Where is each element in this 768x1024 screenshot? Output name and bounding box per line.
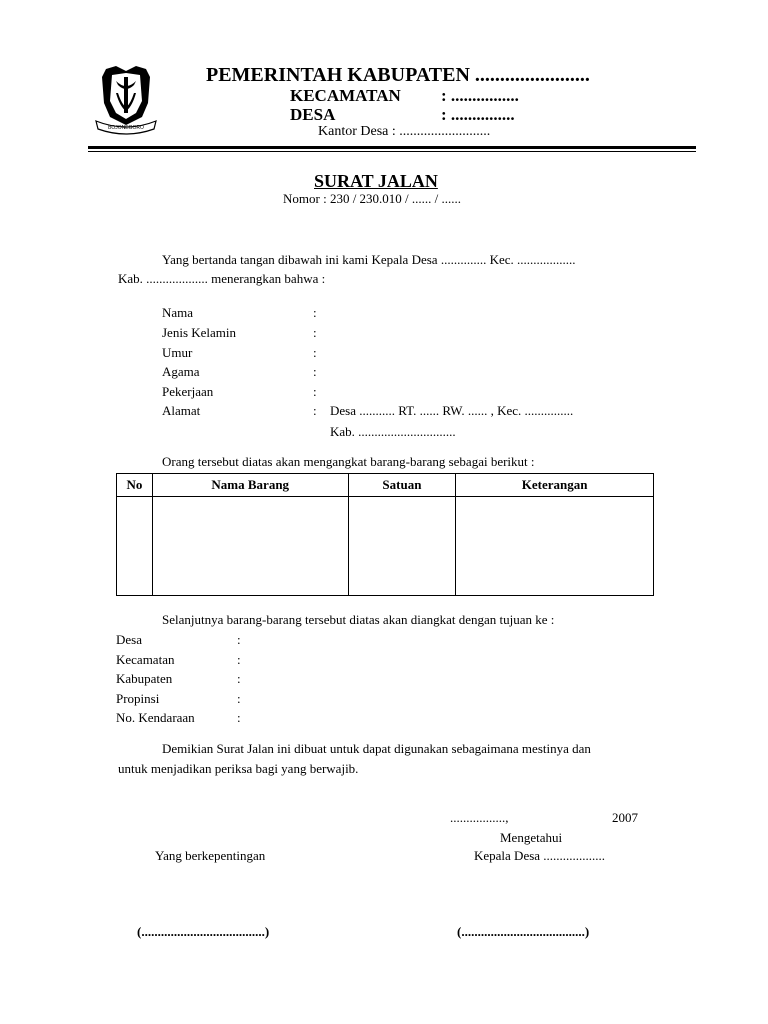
header-kecamatan-value: : ................ [441,86,519,105]
identity-label-nama: Nama [162,305,194,320]
destination-colon: : [237,710,241,725]
identity-label-agama: Agama [162,364,200,379]
table-cell[interactable] [117,497,153,596]
header-desa-label: DESA [290,105,336,124]
destination-colon: : [237,632,241,647]
destination-label-kecamatan: Kecamatan [116,652,175,667]
identity-colon: : [313,325,317,340]
destination-colon: : [237,652,241,667]
identity-colon: : [313,364,317,379]
intro-line-1: Yang bertanda tangan dibawah ini kami Kepala Desa .............. Kec. .................. [162,252,576,267]
identity-colon: : [313,305,317,320]
header-divider-thin [88,151,696,152]
header-desa-value: : ............... [441,105,515,124]
document-number: Nomor : 230 / 230.010 / ...... / ...... [283,191,462,206]
goods-intro: Orang tersebut diatas akan mengangkat barang-barang sebagai berikut : [162,454,535,469]
destination-colon: : [237,691,241,706]
signature-kepala-desa: Kepala Desa ................... [474,848,606,863]
column-header-keterangan: Keterangan [456,474,654,497]
identity-label-jenis-kelamin: Jenis Kelamin [162,325,237,340]
table-header-row [117,474,654,497]
identity-alamat-kab: Kab. .............................. [330,424,456,439]
signature-place-date: ................., [450,810,509,825]
header-kecamatan-label: KECAMATAN [290,86,401,105]
regency-emblem-logo [94,63,158,135]
document-title: SURAT JALAN [314,171,438,191]
signature-applicant-line: (......................................) [137,924,270,939]
signature-year: 2007 [612,810,638,825]
column-header-no: No [117,474,153,497]
signature-mengetahui: Mengetahui [500,830,563,845]
table-cell[interactable] [456,497,654,596]
closing-line-1: Demikian Surat Jalan ini dibuat untuk dapat digunakan sebagaimana mestinya dan [162,741,591,756]
header-regency: PEMERINTAH KABUPATEN ....................... [206,64,590,86]
signature-kepala-line: (......................................) [457,924,590,939]
header-divider-thick [88,146,696,149]
identity-colon: : [313,403,317,418]
destination-label-no-kendaraan: No. Kendaraan [116,710,195,725]
closing-line-2: untuk menjadikan periksa bagi yang berwajib. [118,761,359,776]
destination-label-desa: Desa [116,632,142,647]
table-row [117,497,654,596]
signature-applicant-title: Yang berkepentingan [155,848,266,863]
identity-label-umur: Umur [162,345,193,360]
svg-text:BOJONEGORO: BOJONEGORO [108,125,144,131]
identity-alamat-value: Desa ........... RT. ...... RW. ...... , Kec. ............... [330,403,574,418]
identity-label-alamat: Alamat [162,403,201,418]
header-kantor: Kantor Desa : .......................... [318,124,491,139]
table-cell[interactable] [152,497,348,596]
destination-label-propinsi: Propinsi [116,691,160,706]
identity-label-pekerjaan: Pekerjaan [162,384,214,399]
destination-colon: : [237,671,241,686]
identity-colon: : [313,345,317,360]
identity-colon: : [313,384,317,399]
column-header-satuan: Satuan [348,474,456,497]
goods-table [116,473,654,596]
table-cell[interactable] [348,497,456,596]
column-header-nama-barang: Nama Barang [152,474,348,497]
intro-line-2: Kab. ................... menerangkan bahwa : [118,271,326,286]
destination-label-kabupaten: Kabupaten [116,671,173,686]
destination-intro: Selanjutnya barang-barang tersebut diatas akan diangkat dengan tujuan ke : [162,612,555,627]
